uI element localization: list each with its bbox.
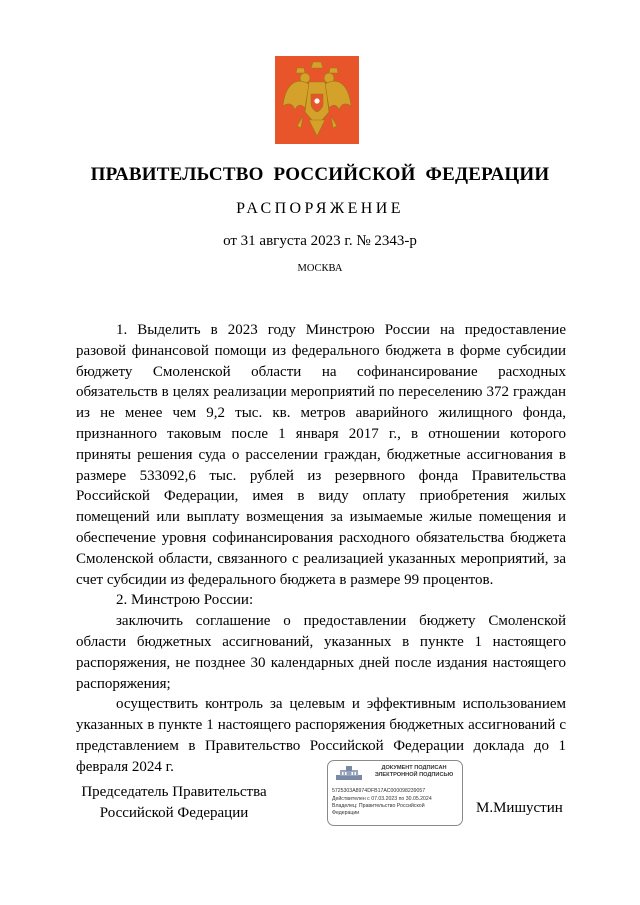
- stamp-issuer-2: Федерации: [332, 810, 360, 816]
- position-line-1: Председатель Правительства: [81, 784, 267, 800]
- stamp-serial: 5725303A8974DFB17AC000098239057: [332, 788, 426, 794]
- paragraph-4: осуществить контроль за целевым и эффективным использованием указанных в пункте 1 настоящего распоряжения бюджетных ассигнований с представлением в Правительство Российской Федерации доклада до 1 февраля 2024 г.: [76, 696, 566, 775]
- signatory-position: [80, 782, 268, 824]
- position-line-2: Российской Федерации: [99, 804, 249, 821]
- document-type: РАСПОРЯЖЕНИЕ: [236, 200, 404, 217]
- document-body: [76, 320, 566, 778]
- paragraph-1: 1. Выделить в 2023 году Минстрою России на предоставление разовой финансовой помощи из федерального бюджета в форме субсидии бюджету Смоленской области на софинансирование расходных обязательств в целях реализации мероприятий по переселению 372 граждан из не менее чем 9,2 тыс. кв. метров аварийного жилищного фонда, признанного таковым после 1 января 2017 г., в отношении которого приняты решения суда о расселении граждан, бюджетные ассигнования в размере 533092,6 тыс. рублей из резервного фонда Правительства Российской Федерации, имея в виду оплату приобретения жилых помещений или выплату возмещения за изымаемые жилые помещения и обеспечение уровня софинансирования расходного обязательства бюджета Смоленской области, связанного с реализацией указанных мероприятий, за счет субсидии из федерального бюджета в размере 99 процентов.: [76, 322, 566, 588]
- paragraph-2: 2. Минстрою России:: [116, 592, 254, 609]
- government-building-icon: [334, 765, 364, 781]
- electronic-signature-stamp: [327, 760, 463, 826]
- government-title: ПРАВИТЕЛЬСТВО РОССИЙСКОЙ ФЕДЕРАЦИИ: [90, 164, 550, 185]
- stamp-issuer-1: Владелец: Правительство Российской: [332, 803, 425, 809]
- coat-of-arms-icon: [275, 56, 359, 144]
- paragraph-3: заключить соглашение о предоставлении бюджету Смоленской области бюджетных ассигнований, указанных в пункте 1 настоящего распоряжения, не позднее 30 календарных дней после издания настоящего распоряжения;: [76, 613, 566, 692]
- stamp-title: ДОКУМЕНТ ПОДПИСАН ЭЛЕКТРОННОЙ ПОДПИСЬЮ: [374, 765, 454, 778]
- city: МОСКВА: [297, 263, 343, 274]
- signatory-name: М.Мишустин: [476, 800, 563, 816]
- date-and-number: от 31 августа 2023 г. № 2343-р: [223, 233, 417, 249]
- stamp-validity: Действителен с 07.03.2023 по 30.05.2024: [332, 796, 432, 802]
